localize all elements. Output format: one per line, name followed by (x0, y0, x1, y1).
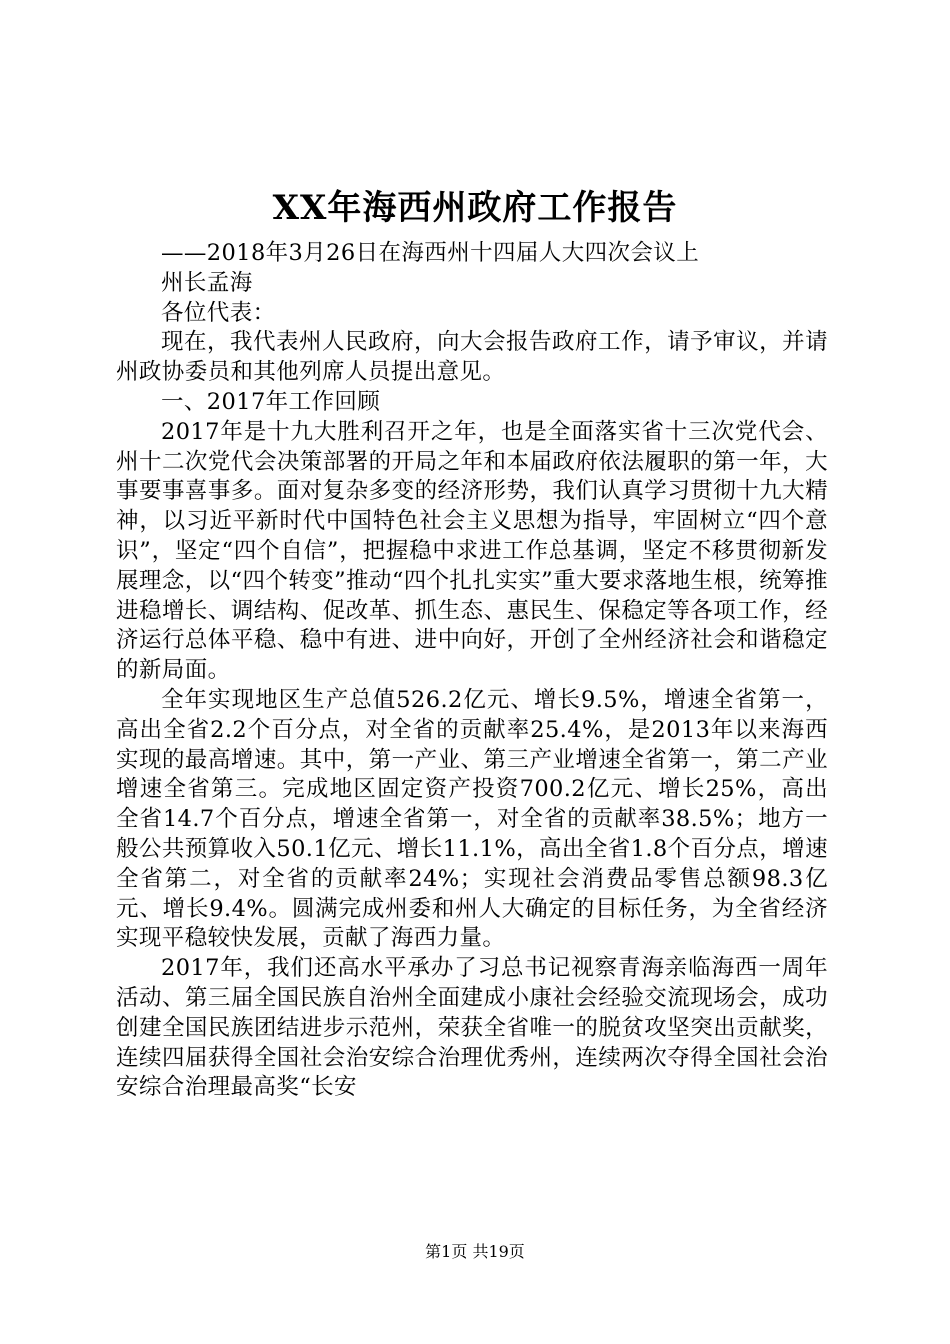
document-body (116, 239, 828, 1103)
paragraph: 现在，我代表州人民政府，向大会报告政府工作，请予审议，并请州政协委员和其他列席人员提出意见。 (116, 329, 828, 386)
salutation: 各位代表： (161, 299, 276, 326)
document-title: XX年海西州政府工作报告 (272, 188, 678, 228)
paragraph: 2017年，我们还高水平承办了习总书记视察青海亲临海西一周年活动、第三届全国民族自治州全面建成小康社会经验交流现场会，成功创建全国民族团结进步示范州，荣获全省唯一的脱贫攻坚突出贡献奖，连续四届获得全国社会治安综合治理优秀州，连续两次夺得全国社会治安综合治理最高奖“长安 (116, 955, 828, 1101)
paragraph: 2017年是十九大胜利召开之年，也是全面落实省十三次党代会、州十二次党代会决策部署的开局之年和本届政府依法履职的第一年，大事要事喜事多。面对复杂多变的经济形势，我们认真学习贯彻十九大精神，以习近平新时代中国特色社会主义思想为指导，牢固树立“四个意识”，坚定“四个自信”，把握稳中求进工作总基调，坚定不移贯彻新发展理念，以“四个转变”推动“四个扎扎实实”重大要求落地生根，统筹推进稳增长、调结构、促改革、抓生态、惠民生、保稳定等各项工作，经济运行总体平稳、稳中有进、进中向好，开创了全州经济社会和谐稳定的新局面。 (116, 418, 828, 684)
page-number-footer: 第1页 共19页 (425, 1242, 525, 1261)
subtitle-line: ——2018年3月26日在海西州十四届人大四次会议上 (161, 240, 700, 266)
paragraph: 全年实现地区生产总值526.2亿元、增长9.5%，增速全省第一，高出全省2.2个百分点，对全省的贡献率25.4%，是2013年以来海西实现的最高增速。其中，第一产业、第三产业增速全省第一，第二产业增速全省第三。完成地区固定资产投资700.2亿元、增长25%，高出全省14.7个百分点，增速全省第一，对全省的贡献率38.5%；地方一般公共预算收入50.1亿元、增长11.1%，高出全省1.8个百分点，增速全省第二，对全省的贡献率24%；实现社会消费品零售总额98.3亿元、增长9.4%。圆满完成州委和州人大确定的目标任务，为全省经济实现平稳较快发展，贡献了海西力量。 (116, 686, 828, 952)
section-heading: 一、2017年工作回顾 (161, 388, 381, 415)
author-line: 州长孟海 (161, 269, 253, 296)
